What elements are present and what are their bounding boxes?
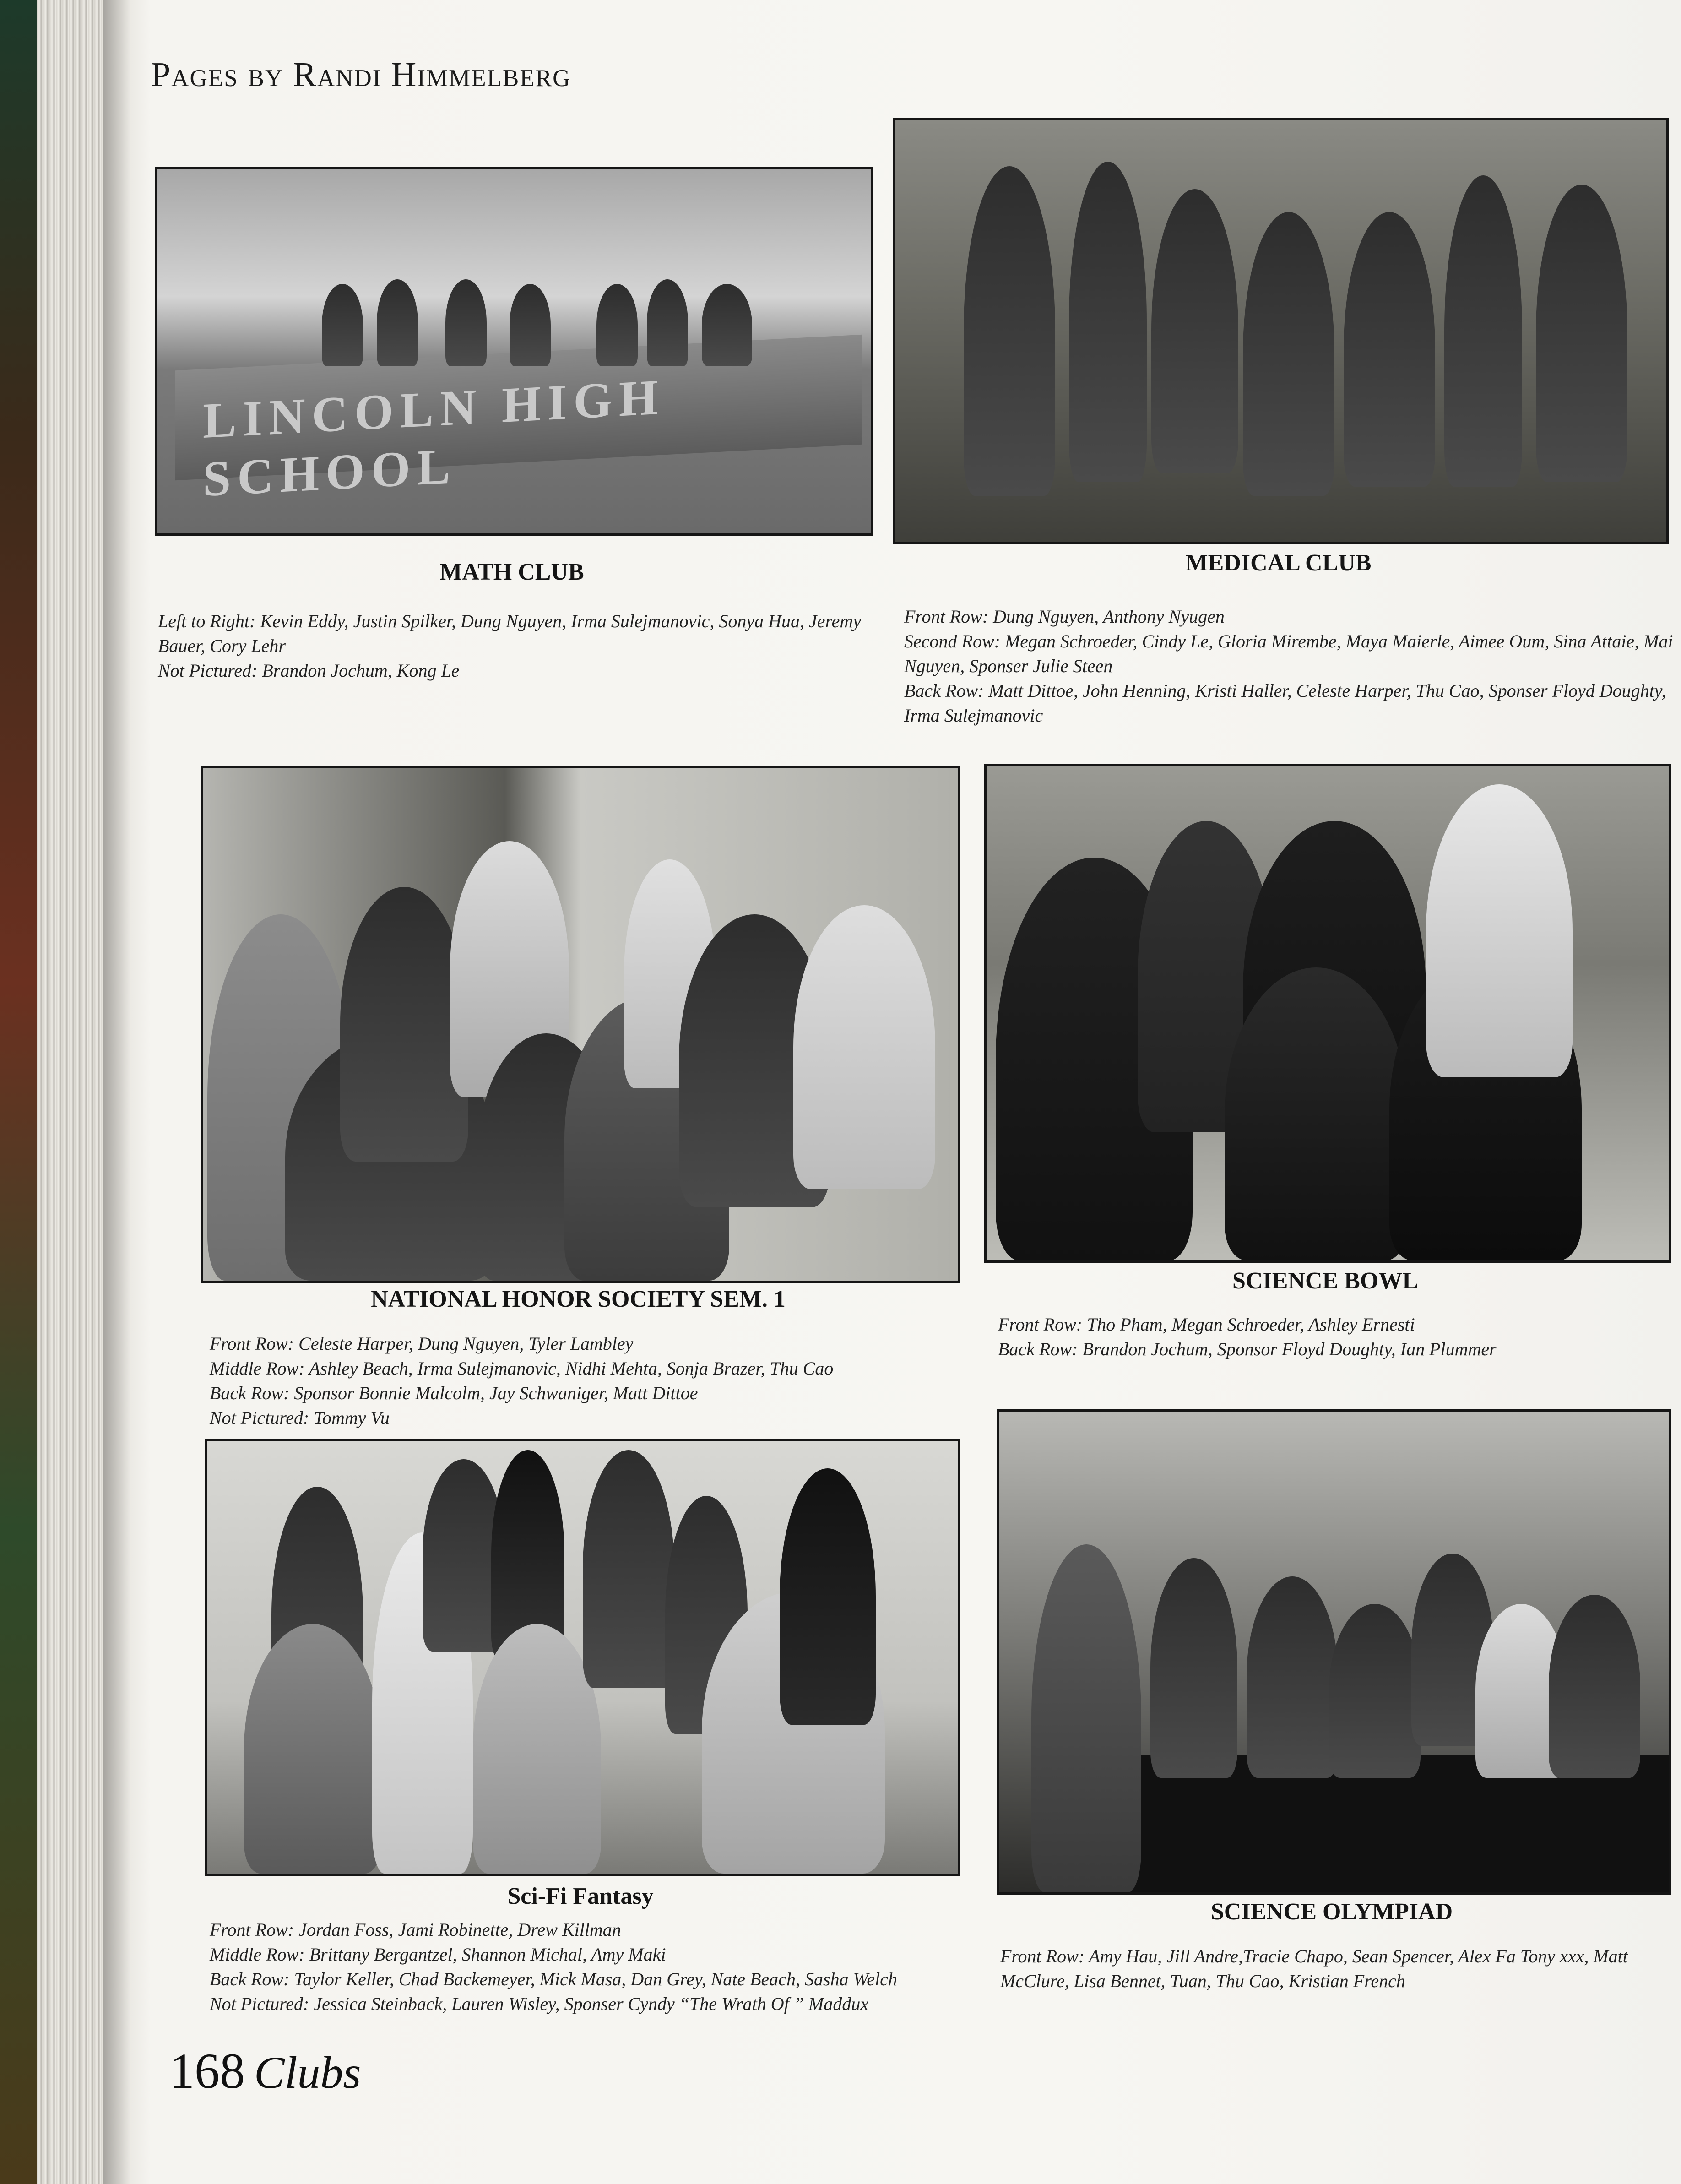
caption-line: Middle Row: Brittany Bergantzel, Shannon Michal, Amy Maki bbox=[210, 1944, 666, 1965]
member-figure bbox=[1243, 212, 1334, 496]
member-figure bbox=[964, 166, 1055, 496]
member-figure bbox=[1031, 1544, 1141, 1892]
student-figure bbox=[510, 284, 551, 366]
member-figure bbox=[1225, 967, 1408, 1260]
sci-fi-fantasy-photo bbox=[205, 1439, 960, 1876]
student-figure bbox=[647, 279, 688, 366]
nhs-caption bbox=[210, 1331, 951, 1430]
member-figure bbox=[1426, 784, 1573, 1077]
gutter-shadow bbox=[103, 0, 130, 2184]
page-number: 168 bbox=[169, 2043, 245, 2099]
science-bowl-photo bbox=[984, 764, 1671, 1263]
science-olympiad-title: SCIENCE OLYMPIAD bbox=[1210, 1899, 1453, 1925]
medical-club-photo bbox=[893, 118, 1669, 544]
caption-line: Not Pictured: Tommy Vu bbox=[210, 1407, 390, 1428]
caption-line: Front Row: Jordan Foss, Jami Robinette, Drew Killman bbox=[210, 1919, 621, 1940]
caption-line: Back Row: Matt Dittoe, John Henning, Kristi Haller, Celeste Harper, Thu Cao, Sponser Floyd Doughty, Irma Sulejmanovic bbox=[904, 680, 1666, 726]
member-figure bbox=[1329, 1604, 1421, 1778]
member-figure bbox=[1150, 1558, 1237, 1778]
student-figure bbox=[322, 284, 363, 366]
sci-fi-fantasy-title: Sci-Fi Fantasy bbox=[507, 1883, 654, 1909]
caption-line: Left to Right: Kevin Eddy, Justin Spilker, Dung Nguyen, Irma Sulejmanovic, Sonya Hua, Jeremy Bauer, Cory Lehr bbox=[158, 611, 861, 656]
page-stack-edge bbox=[37, 0, 105, 2184]
caption-line: Front Row: Amy Hau, Jill Andre,Tracie Chapo, Sean Spencer, Alex Fa Tony xxx, Matt McClure, Lisa Bennet, Tuan, Thu Cao, Kristian French bbox=[1000, 1946, 1628, 1991]
member-figure bbox=[473, 1624, 601, 1874]
caption-line: Not Pictured: Brandon Jochum, Kong Le bbox=[158, 660, 460, 681]
page-folio bbox=[169, 2042, 361, 2100]
caption-line: Front Row: Dung Nguyen, Anthony Nyugen bbox=[904, 606, 1225, 627]
caption-line: Second Row: Megan Schroeder, Cindy Le, Gloria Mirembe, Maya Maierle, Aimee Oum, Sina Attaie, Mai Nguyen, Sponser Julie Steen bbox=[904, 631, 1673, 676]
member-figure bbox=[1247, 1576, 1338, 1778]
page-header: Pages by Randi Himmelberg bbox=[151, 55, 571, 94]
book-cover-edge bbox=[0, 0, 37, 2184]
student-figure bbox=[377, 279, 418, 366]
caption-line: Back Row: Brandon Jochum, Sponsor Floyd Doughty, Ian Plummer bbox=[998, 1339, 1497, 1359]
student-figure bbox=[445, 279, 487, 366]
student-figure bbox=[702, 284, 752, 366]
member-figure bbox=[780, 1468, 876, 1725]
medical-club-caption bbox=[904, 604, 1673, 728]
caption-line: Middle Row: Ashley Beach, Irma Sulejmanovic, Nidhi Mehta, Sonja Brazer, Thu Cao bbox=[210, 1358, 834, 1379]
science-olympiad-caption bbox=[1000, 1944, 1669, 1994]
caption-line: Back Row: Sponsor Bonnie Malcolm, Jay Schwaniger, Matt Dittoe bbox=[210, 1383, 698, 1403]
member-figure bbox=[340, 887, 468, 1162]
school-sign-text: LINCOLN HIGH SCHOOL bbox=[203, 369, 665, 507]
member-figure bbox=[244, 1624, 381, 1874]
member-figure bbox=[1344, 212, 1435, 487]
caption-line: Front Row: Celeste Harper, Dung Nguyen, Tyler Lambley bbox=[210, 1333, 634, 1354]
caption-line: Front Row: Tho Pham, Megan Schroeder, Ashley Ernesti bbox=[998, 1314, 1415, 1335]
member-figure bbox=[1444, 175, 1522, 487]
member-figure bbox=[1549, 1595, 1640, 1778]
science-olympiad-photo bbox=[997, 1409, 1671, 1895]
member-figure bbox=[1069, 162, 1147, 482]
member-figure bbox=[793, 905, 935, 1189]
member-figure bbox=[1151, 189, 1238, 473]
science-bowl-caption bbox=[998, 1312, 1666, 1362]
student-figure bbox=[596, 284, 638, 366]
math-club-photo bbox=[155, 167, 873, 536]
member-figure bbox=[1536, 185, 1627, 482]
science-bowl-title: SCIENCE BOWL bbox=[1232, 1268, 1418, 1294]
medical-club-title: MEDICAL CLUB bbox=[1185, 550, 1372, 576]
caption-line: Back Row: Taylor Keller, Chad Backemeyer, Mick Masa, Dan Grey, Nate Beach, Sasha Welch bbox=[210, 1969, 897, 1989]
nhs-photo bbox=[201, 766, 960, 1283]
member-figure bbox=[583, 1450, 674, 1688]
section-name: Clubs bbox=[254, 2047, 361, 2098]
math-club-caption bbox=[158, 609, 872, 683]
sci-fi-fantasy-caption bbox=[210, 1918, 951, 2016]
math-club-title: MATH CLUB bbox=[439, 559, 584, 585]
caption-line: Not Pictured: Jessica Steinback, Lauren Wisley, Sponser Cyndy “The Wrath Of ” Maddux bbox=[210, 1994, 869, 2014]
nhs-title: NATIONAL HONOR SOCIETY SEM. 1 bbox=[371, 1286, 786, 1312]
